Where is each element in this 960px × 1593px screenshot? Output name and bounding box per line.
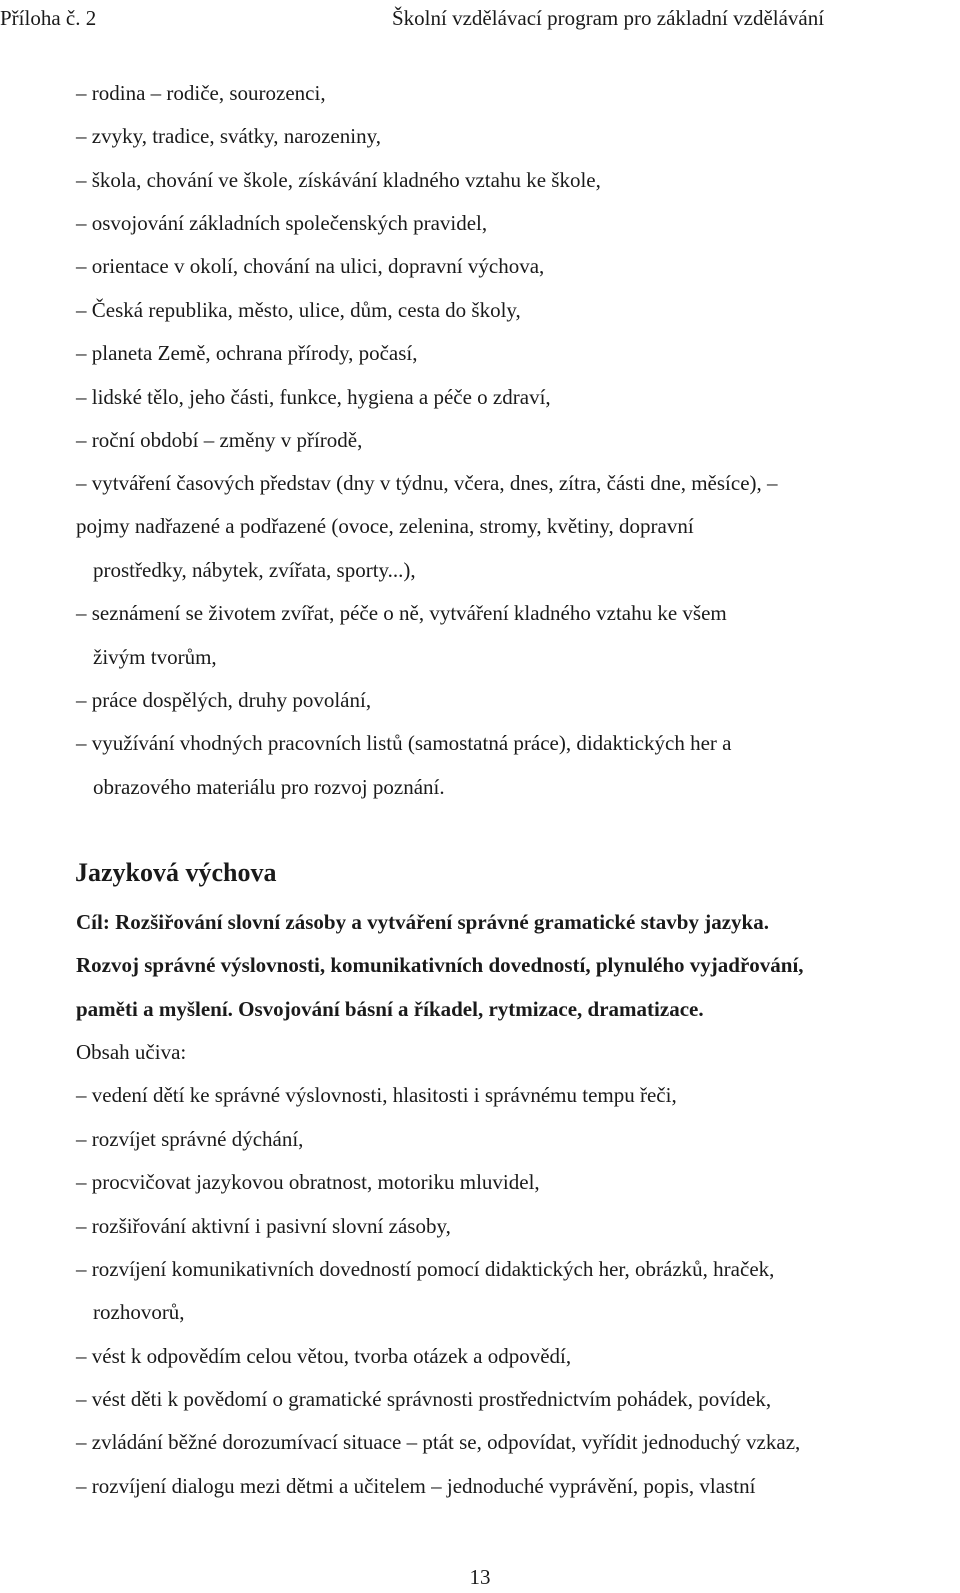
list-item: – Česká republika, město, ulice, dům, cesta do školy, — [76, 298, 521, 322]
list-item: – rodina – rodiče, sourozenci, — [76, 81, 326, 105]
list-item: – rozvíjet správné dýchání, — [76, 1127, 304, 1151]
list-item: – rozšiřování aktivní i pasivní slovní zásoby, — [76, 1214, 451, 1238]
section-title: Jazyková výchova — [75, 858, 277, 887]
content-label: Obsah učiva: — [76, 1040, 187, 1064]
header-left: Příloha č. 2 — [0, 6, 97, 30]
list-item: – zvyky, tradice, svátky, narozeniny, — [76, 124, 381, 148]
list-item: – škola, chování ve škole, získávání kladného vztahu ke škole, — [76, 168, 601, 192]
list-item: – vést děti k povědomí o gramatické správnosti prostřednictvím pohádek, povídek, — [76, 1387, 772, 1411]
list-item: – vedení dětí ke správné výslovnosti, hlasitosti i správnému tempu řeči, — [76, 1083, 677, 1107]
list-item: – lidské tělo, jeho části, funkce, hygiena a péče o zdraví, — [76, 385, 551, 409]
list-item-continuation: rozhovorů, — [93, 1300, 185, 1324]
list-item-continuation: pojmy nadřazené a podřazené (ovoce, zelenina, stromy, květiny, dopravní — [76, 514, 694, 538]
page-number: 13 — [469, 1565, 491, 1589]
goal-line: Rozvoj správné výslovnosti, komunikativních dovedností, plynulého vyjadřování, — [76, 953, 804, 977]
header-right: Školní vzdělávací program pro základní vzdělávání — [392, 6, 825, 30]
list-item: – roční období – změny v přírodě, — [76, 428, 363, 452]
list-item: – vést k odpovědím celou větou, tvorba otázek a odpovědí, — [76, 1344, 572, 1368]
goal-line: Cíl: Rozšiřování slovní zásoby a vytváření správné gramatické stavby jazyka. — [76, 910, 769, 934]
list-item-continuation: prostředky, nábytek, zvířata, sporty...), — [93, 558, 416, 582]
list-item: – seznámení se životem zvířat, péče o ně, vytváření kladného vztahu ke všem — [76, 601, 727, 625]
list-item: – rozvíjení komunikativních dovedností pomocí didaktických her, obrázků, hraček, — [76, 1257, 775, 1281]
list-item: – zvládání běžné dorozumívací situace – ptát se, odpovídat, vyřídit jednoduchý vzkaz, — [76, 1430, 801, 1454]
list-item: – využívání vhodných pracovních listů (samostatná práce), didaktických her a — [76, 731, 732, 755]
list-item: – orientace v okolí, chování na ulici, dopravní výchova, — [76, 254, 545, 278]
list-item-continuation: obrazového materiálu pro rozvoj poznání. — [93, 775, 445, 799]
list-item: – práce dospělých, druhy povolání, — [76, 688, 372, 712]
list-item: – rozvíjení dialogu mezi dětmi a učitelem – jednoduché vyprávění, popis, vlastní — [76, 1474, 756, 1498]
list-item: – osvojování základních společenských pravidel, — [76, 211, 488, 235]
goal-line: paměti a myšlení. Osvojování básní a říkadel, rytmizace, dramatizace. — [76, 997, 704, 1021]
list-item: – vytváření časových představ (dny v týdnu, včera, dnes, zítra, části dne, měsíce), – — [76, 471, 778, 495]
list-item-continuation: živým tvorům, — [93, 645, 217, 669]
list-item: – planeta Země, ochrana přírody, počasí, — [76, 341, 418, 365]
list-item: – procvičovat jazykovou obratnost, motoriku mluvidel, — [76, 1170, 540, 1194]
